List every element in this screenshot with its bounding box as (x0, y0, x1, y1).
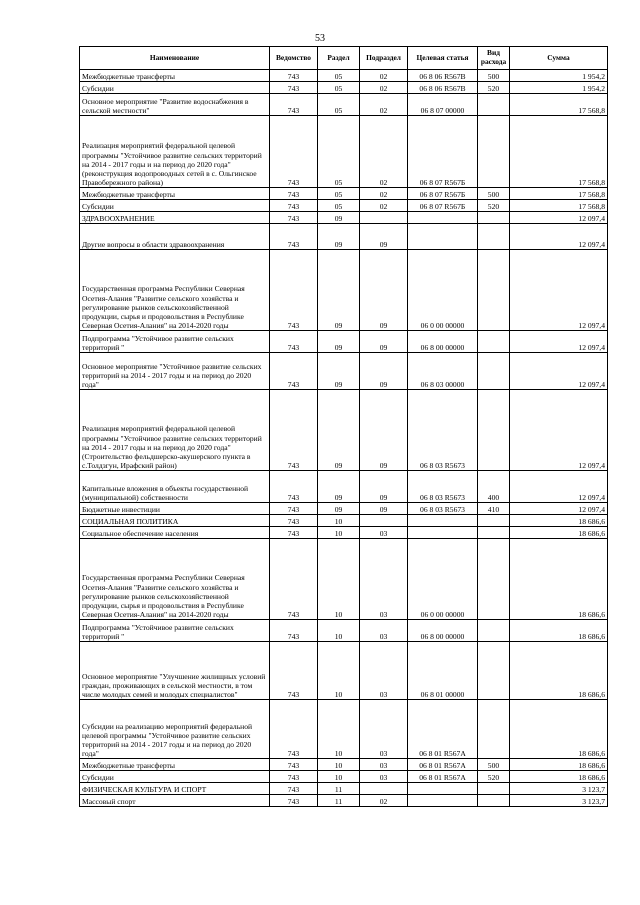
row-ved-cell: 743 (270, 759, 318, 771)
header-statya: Целевая статья (408, 47, 478, 70)
row-statya-cell: 06 8 01 R567А (408, 700, 478, 759)
row-razdel-cell: 09 (318, 503, 360, 515)
row-name-cell: ЗДРАВООХРАНЕНИЕ (80, 212, 270, 224)
row-statya-cell: 06 8 01 R567А (408, 771, 478, 783)
row-ved-cell: 743 (270, 224, 318, 250)
row-summa-cell: 17 568,8 (510, 200, 608, 212)
row-summa-cell: 18 686,6 (510, 539, 608, 620)
row-statya-cell: 06 8 07 R567Б (408, 200, 478, 212)
row-summa-cell: 1 954,2 (510, 70, 608, 82)
row-ved-cell: 743 (270, 353, 318, 390)
table-row (80, 515, 608, 527)
row-ved-cell: 743 (270, 642, 318, 700)
row-summa-cell: 18 686,6 (510, 642, 608, 700)
row-ved-cell: 743 (270, 200, 318, 212)
row-razdel-cell: 09 (318, 471, 360, 503)
row-ved-cell: 743 (270, 783, 318, 795)
row-vid-cell: 400 (478, 471, 510, 503)
table-row (80, 212, 608, 224)
row-name-cell: Основное мероприятие "Устойчивое развитие сельских территорий на 2014 - 2017 годы и на период до 2020 года" (80, 353, 270, 390)
row-summa-cell: 18 686,6 (510, 620, 608, 642)
header-podrazdel: Подраздел (360, 47, 408, 70)
row-name-cell: Субсидии (80, 82, 270, 94)
row-podrazdel-cell: 09 (360, 331, 408, 353)
table-row (80, 759, 608, 771)
table-row (80, 70, 608, 82)
row-ved-cell: 743 (270, 515, 318, 527)
row-statya-cell (408, 795, 478, 807)
row-podrazdel-cell: 09 (360, 224, 408, 250)
row-name-cell: Субсидии на реализацию мероприятий федеральной целевой программы "Устойчивое развитие сельских территорий на 2014 - 2017 годы и на период до 2020 года" (80, 700, 270, 759)
table-row (80, 471, 608, 503)
row-vid-cell (478, 700, 510, 759)
table-row (80, 224, 608, 250)
row-ved-cell: 743 (270, 527, 318, 539)
row-name-cell: Основное мероприятие "Улучшение жилищных условий граждан, проживающих в сельской местности, в том числе молодых семей и молодых специалистов" (80, 642, 270, 700)
row-summa-cell: 17 568,8 (510, 94, 608, 116)
table-row (80, 116, 608, 188)
row-vid-cell (478, 116, 510, 188)
row-statya-cell: 06 8 03 R5673 (408, 471, 478, 503)
row-summa-cell: 3 123,7 (510, 795, 608, 807)
row-vid-cell (478, 94, 510, 116)
row-razdel-cell: 09 (318, 353, 360, 390)
row-razdel-cell: 10 (318, 620, 360, 642)
row-vid-cell (478, 250, 510, 331)
row-statya-cell: 06 8 03 00000 (408, 353, 478, 390)
row-razdel-cell: 09 (318, 224, 360, 250)
table-row (80, 331, 608, 353)
row-name-cell: Массовый спорт (80, 795, 270, 807)
row-summa-cell: 1 954,2 (510, 82, 608, 94)
row-name-cell: Реализация мероприятий федеральной целевой программы "Устойчивое развитие сельских территорий на 2014 - 2017 годы и на период до 2020 года" (реконструкция водопроводных сетей в с. Ольгинское Правобережного района) (80, 116, 270, 188)
row-name-cell: Субсидии (80, 771, 270, 783)
row-name-cell: Социальное обеспечение населения (80, 527, 270, 539)
row-name-cell: Межбюджетные трансферты (80, 188, 270, 200)
row-statya-cell: 06 8 07 R567Б (408, 188, 478, 200)
row-razdel-cell: 09 (318, 390, 360, 471)
row-name-cell: Государственная программа Республики Северная Осетия-Алания "Развитие сельского хозяйства и регулирование рынков сельскохозяйственной продукции, сырья и продовольствия в Республике Северная Осетия-Алания" на 2014-2020 годы (80, 250, 270, 331)
row-podrazdel-cell: 09 (360, 503, 408, 515)
row-name-cell: Реализация мероприятий федеральной целевой программы "Устойчивое развитие сельских территорий на 2014 - 2017 годы и на период до 2020 года" (Строительство фельдшерско-акушерского пункта в с.Толдзгун, Ирафский район) (80, 390, 270, 471)
row-statya-cell: 06 8 00 00000 (408, 620, 478, 642)
row-razdel-cell: 10 (318, 700, 360, 759)
row-summa-cell: 12 097,4 (510, 503, 608, 515)
row-summa-cell: 18 686,6 (510, 771, 608, 783)
row-razdel-cell: 10 (318, 642, 360, 700)
row-podrazdel-cell: 09 (360, 353, 408, 390)
row-vid-cell (478, 642, 510, 700)
table-row (80, 642, 608, 700)
row-podrazdel-cell: 03 (360, 642, 408, 700)
row-podrazdel-cell: 02 (360, 188, 408, 200)
row-razdel-cell: 11 (318, 783, 360, 795)
row-vid-cell: 500 (478, 70, 510, 82)
row-ved-cell: 743 (270, 700, 318, 759)
row-podrazdel-cell: 02 (360, 70, 408, 82)
row-vid-cell (478, 539, 510, 620)
row-statya-cell: 06 8 06 R567B (408, 82, 478, 94)
row-podrazdel-cell: 03 (360, 620, 408, 642)
row-ved-cell: 743 (270, 331, 318, 353)
row-summa-cell: 3 123,7 (510, 783, 608, 795)
row-podrazdel-cell (360, 212, 408, 224)
table-row (80, 783, 608, 795)
row-podrazdel-cell: 02 (360, 82, 408, 94)
row-summa-cell: 12 097,4 (510, 390, 608, 471)
row-ved-cell: 743 (270, 188, 318, 200)
row-vid-cell: 520 (478, 200, 510, 212)
table-row (80, 700, 608, 759)
row-razdel-cell: 09 (318, 331, 360, 353)
row-statya-cell (408, 212, 478, 224)
row-name-cell: Капитальные вложения в объекты государственной (муниципальной) собственности (80, 471, 270, 503)
row-ved-cell: 743 (270, 250, 318, 331)
row-ved-cell: 743 (270, 212, 318, 224)
row-statya-cell: 06 8 00 00000 (408, 331, 478, 353)
row-ved-cell: 743 (270, 116, 318, 188)
row-name-cell: Бюджетные инвестиции (80, 503, 270, 515)
budget-table (79, 46, 608, 807)
row-razdel-cell: 05 (318, 70, 360, 82)
row-name-cell: ФИЗИЧЕСКАЯ КУЛЬТУРА И СПОРТ (80, 783, 270, 795)
row-ved-cell: 743 (270, 503, 318, 515)
row-razdel-cell: 05 (318, 188, 360, 200)
row-ved-cell: 743 (270, 795, 318, 807)
row-vid-cell (478, 527, 510, 539)
row-razdel-cell: 10 (318, 759, 360, 771)
row-statya-cell (408, 224, 478, 250)
row-summa-cell: 18 686,6 (510, 515, 608, 527)
row-name-cell: Межбюджетные трансферты (80, 70, 270, 82)
row-vid-cell (478, 390, 510, 471)
row-ved-cell: 743 (270, 620, 318, 642)
row-vid-cell (478, 331, 510, 353)
row-ved-cell: 743 (270, 94, 318, 116)
table-row (80, 200, 608, 212)
row-ved-cell: 743 (270, 771, 318, 783)
row-ved-cell: 743 (270, 390, 318, 471)
row-name-cell: СОЦИАЛЬНАЯ ПОЛИТИКА (80, 515, 270, 527)
row-podrazdel-cell: 09 (360, 390, 408, 471)
row-summa-cell: 18 686,6 (510, 700, 608, 759)
row-podrazdel-cell: 09 (360, 250, 408, 331)
header-ved: Ведомство (270, 47, 318, 70)
row-summa-cell: 18 686,6 (510, 759, 608, 771)
row-podrazdel-cell: 02 (360, 94, 408, 116)
table-row (80, 539, 608, 620)
row-vid-cell: 500 (478, 759, 510, 771)
row-statya-cell: 06 8 06 R567B (408, 70, 478, 82)
row-vid-cell (478, 515, 510, 527)
row-razdel-cell: 05 (318, 94, 360, 116)
row-razdel-cell: 11 (318, 795, 360, 807)
table-row (80, 771, 608, 783)
row-podrazdel-cell (360, 515, 408, 527)
row-razdel-cell: 10 (318, 515, 360, 527)
header-razdel: Раздел (318, 47, 360, 70)
row-name-cell: Государственная программа Республики Северная Осетия-Алания "Развитие сельского хозяйства и регулирование рынков сельскохозяйственной продукции, сырья и продовольствия в Республике Северная Осетия-Алания" на 2014-2020 годы (80, 539, 270, 620)
row-statya-cell: 06 8 01 R567А (408, 759, 478, 771)
row-vid-cell (478, 353, 510, 390)
row-summa-cell: 12 097,4 (510, 224, 608, 250)
row-razdel-cell: 09 (318, 250, 360, 331)
row-name-cell: Основное мероприятие "Развитие водоснабжения в сельской местности" (80, 94, 270, 116)
row-ved-cell: 743 (270, 539, 318, 620)
row-statya-cell: 06 8 03 R5673 (408, 503, 478, 515)
page-number: 53 (315, 33, 325, 44)
row-name-cell: Межбюджетные трансферты (80, 759, 270, 771)
row-vid-cell: 500 (478, 188, 510, 200)
table-header-row (80, 47, 608, 70)
row-razdel-cell: 10 (318, 527, 360, 539)
row-name-cell: Другие вопросы в области здравоохранения (80, 224, 270, 250)
row-podrazdel-cell: 03 (360, 771, 408, 783)
row-statya-cell (408, 527, 478, 539)
row-vid-cell: 410 (478, 503, 510, 515)
row-vid-cell (478, 224, 510, 250)
table-body (80, 70, 608, 807)
row-summa-cell: 17 568,8 (510, 188, 608, 200)
row-razdel-cell: 09 (318, 212, 360, 224)
row-summa-cell: 12 097,4 (510, 250, 608, 331)
table-row (80, 94, 608, 116)
row-razdel-cell: 05 (318, 116, 360, 188)
row-razdel-cell: 10 (318, 539, 360, 620)
row-podrazdel-cell: 09 (360, 471, 408, 503)
row-vid-cell (478, 212, 510, 224)
row-summa-cell: 18 686,6 (510, 527, 608, 539)
row-ved-cell: 743 (270, 471, 318, 503)
row-vid-cell (478, 783, 510, 795)
row-summa-cell: 17 568,8 (510, 116, 608, 188)
header-summa: Сумма (510, 47, 608, 70)
row-summa-cell: 12 097,4 (510, 353, 608, 390)
row-ved-cell: 743 (270, 82, 318, 94)
row-razdel-cell: 05 (318, 200, 360, 212)
row-podrazdel-cell: 02 (360, 200, 408, 212)
row-summa-cell: 12 097,4 (510, 331, 608, 353)
row-podrazdel-cell: 02 (360, 116, 408, 188)
row-statya-cell (408, 515, 478, 527)
row-summa-cell: 12 097,4 (510, 212, 608, 224)
row-podrazdel-cell: 03 (360, 539, 408, 620)
table-row (80, 503, 608, 515)
row-statya-cell: 06 8 01 00000 (408, 642, 478, 700)
row-name-cell: Подпрограмма "Устойчивое развитие сельских территорий " (80, 331, 270, 353)
header-vid: Вид расхода (478, 47, 510, 70)
row-statya-cell: 06 0 00 00000 (408, 250, 478, 331)
row-razdel-cell: 10 (318, 771, 360, 783)
row-podrazdel-cell: 02 (360, 795, 408, 807)
row-statya-cell: 06 8 03 R5673 (408, 390, 478, 471)
row-razdel-cell: 05 (318, 82, 360, 94)
table-row (80, 353, 608, 390)
table-row (80, 795, 608, 807)
row-statya-cell (408, 783, 478, 795)
row-vid-cell (478, 795, 510, 807)
row-name-cell: Подпрограмма "Устойчивое развитие сельских территорий " (80, 620, 270, 642)
table-row (80, 250, 608, 331)
row-statya-cell: 06 8 07 00000 (408, 94, 478, 116)
row-name-cell: Субсидии (80, 200, 270, 212)
table-row (80, 620, 608, 642)
row-statya-cell: 06 0 00 00000 (408, 539, 478, 620)
row-podrazdel-cell: 03 (360, 759, 408, 771)
row-ved-cell: 743 (270, 70, 318, 82)
table-row (80, 390, 608, 471)
row-summa-cell: 12 097,4 (510, 471, 608, 503)
table-row (80, 188, 608, 200)
header-name: Наименование (80, 47, 270, 70)
row-podrazdel-cell (360, 783, 408, 795)
row-podrazdel-cell: 03 (360, 527, 408, 539)
table-row (80, 527, 608, 539)
row-vid-cell (478, 620, 510, 642)
row-vid-cell: 520 (478, 82, 510, 94)
row-statya-cell: 06 8 07 R567Б (408, 116, 478, 188)
row-vid-cell: 520 (478, 771, 510, 783)
row-podrazdel-cell: 03 (360, 700, 408, 759)
table-row (80, 82, 608, 94)
